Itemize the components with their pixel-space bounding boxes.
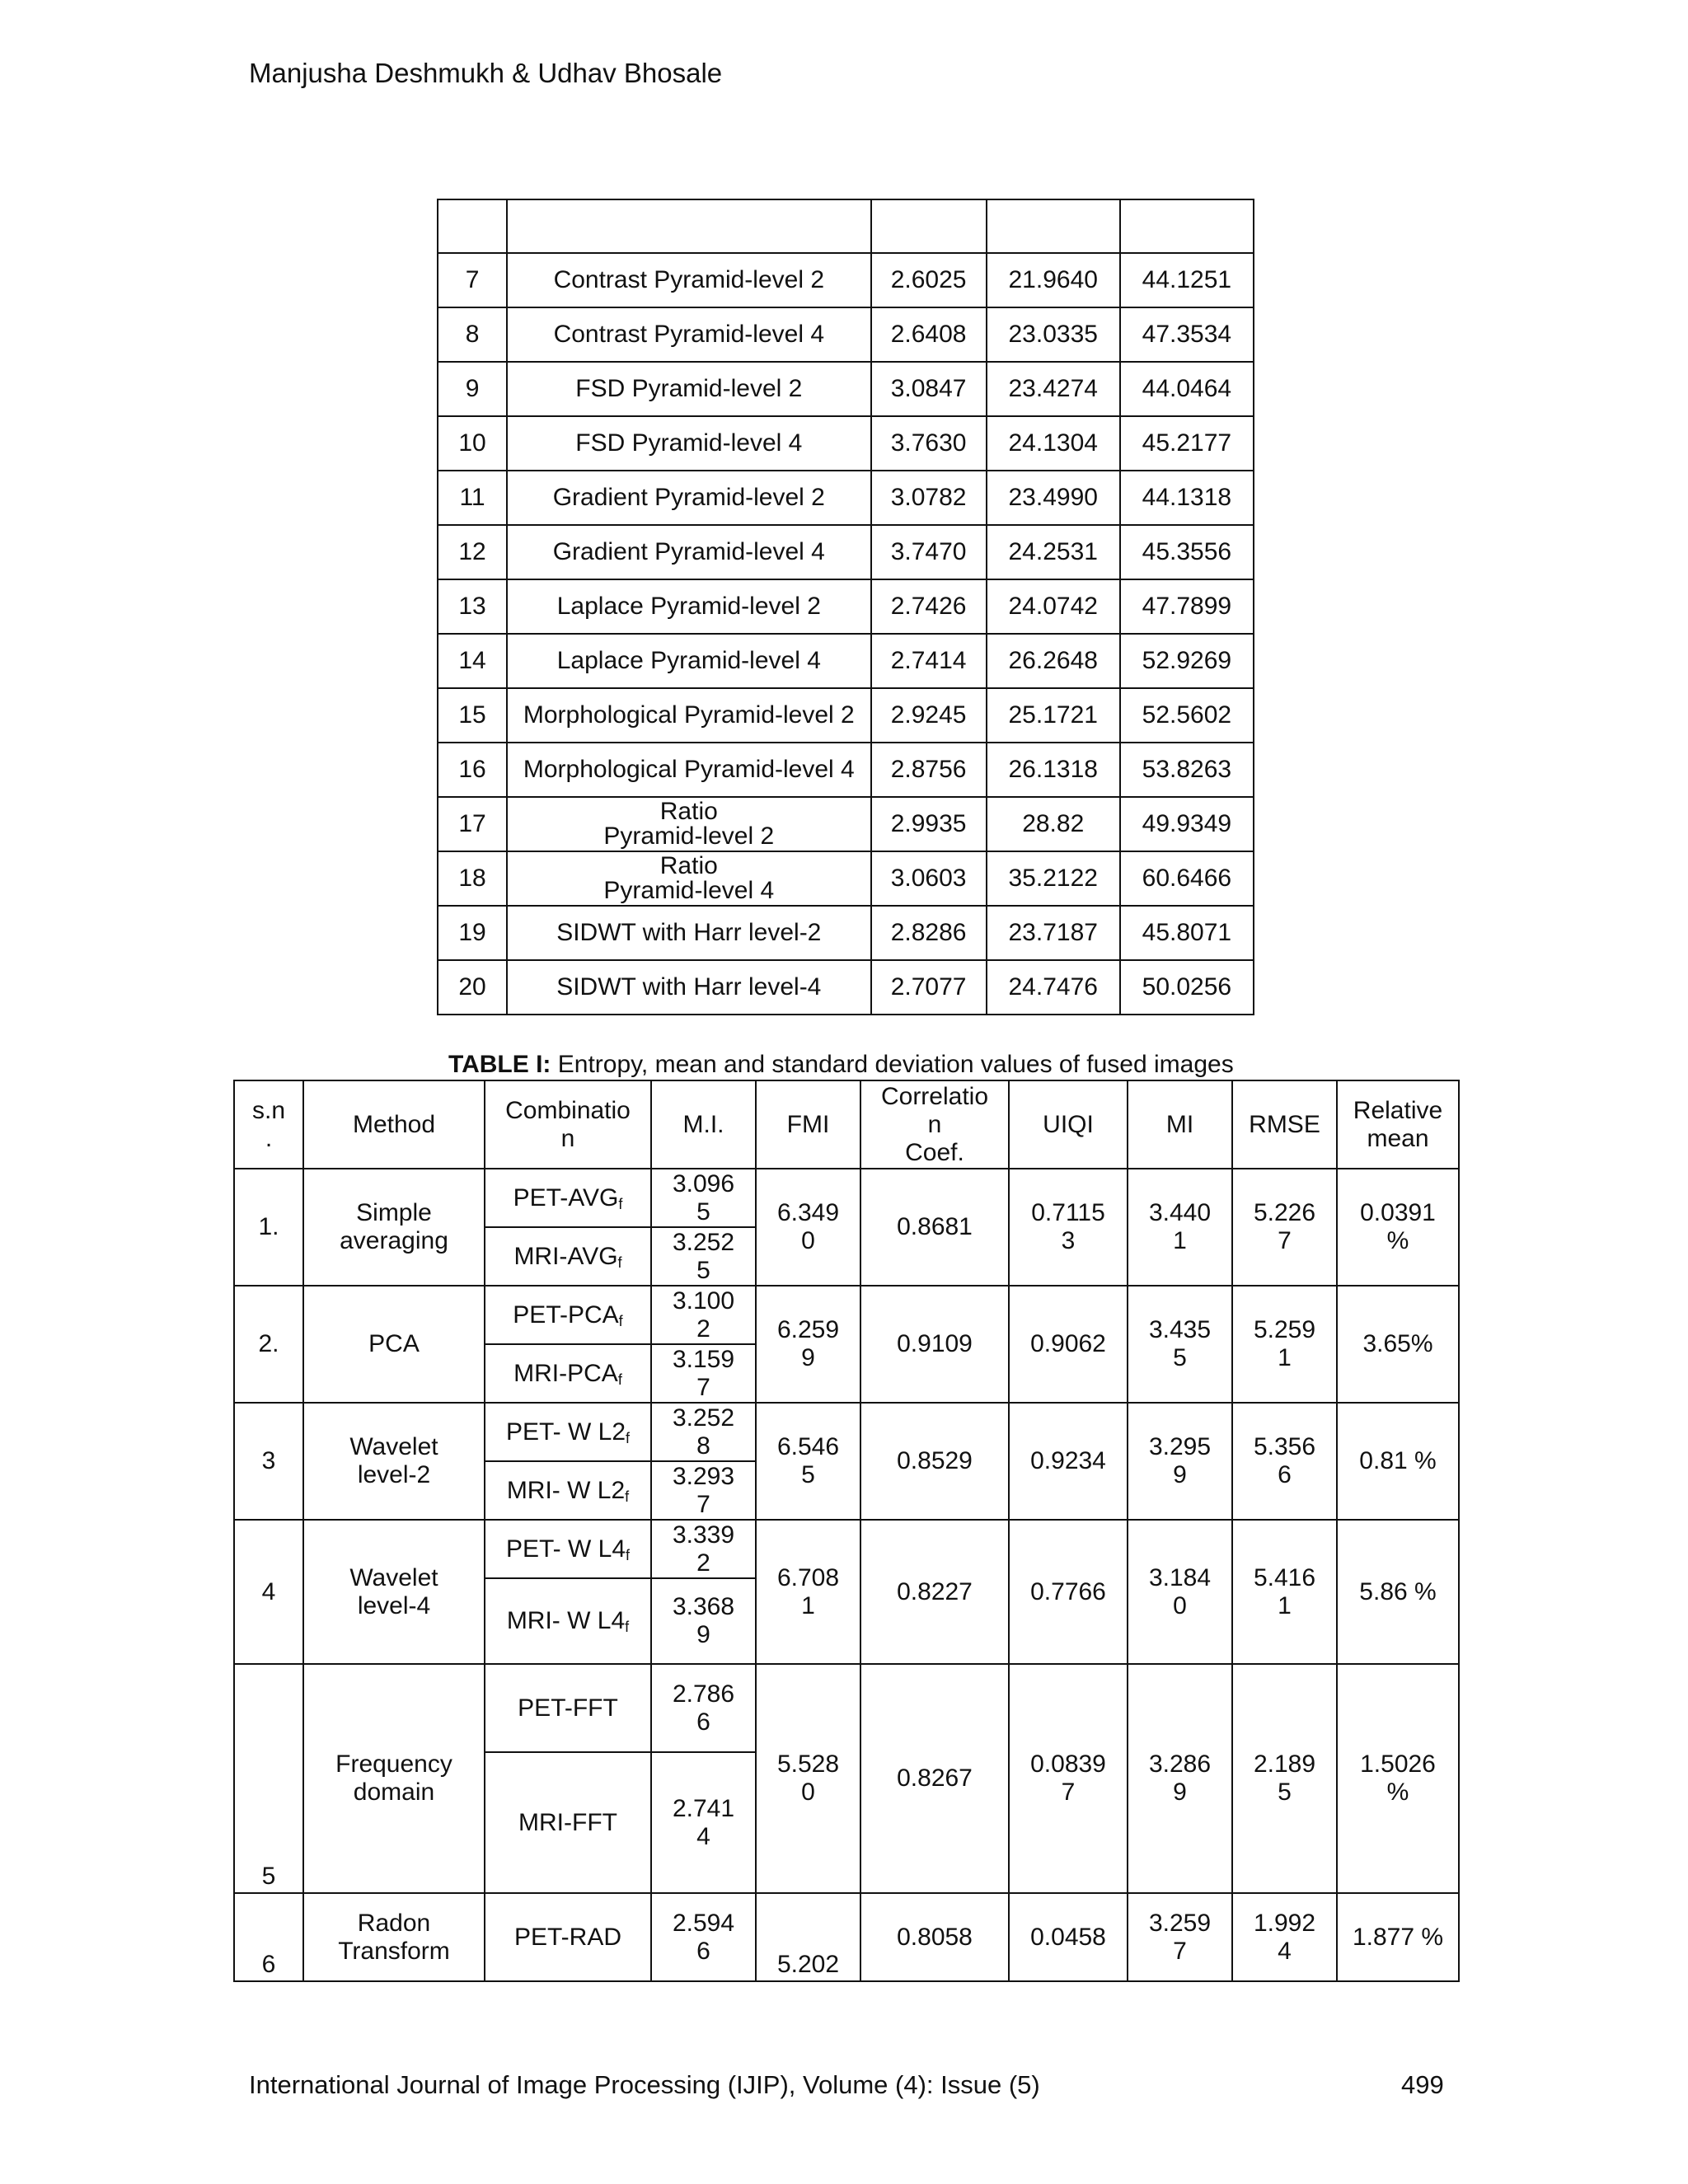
cell-number: 14 <box>438 634 507 688</box>
cell-number: 18 <box>438 851 507 906</box>
cell-method: FSD Pyramid-level 2 <box>507 362 870 416</box>
cell-fmi: 5.202 <box>756 1893 860 1981</box>
cell-entropy: 2.9935 <box>871 797 987 851</box>
cell-mean: 21.9640 <box>987 253 1120 307</box>
table-row <box>234 1403 1459 1461</box>
cell-correlation: 0.8681 <box>860 1169 1009 1286</box>
table-row <box>234 1520 1459 1578</box>
cell-combination: PET- W $L4_f$ <box>485 1520 651 1578</box>
cell-combination: MRI-$PCA_f$ <box>485 1344 651 1403</box>
cell-number: 8 <box>438 307 507 362</box>
cell-entropy: 2.8286 <box>871 906 987 960</box>
table-row <box>438 253 1254 307</box>
cell-method: Frequency domain <box>303 1664 485 1893</box>
caption-label: TABLE I: <box>448 1051 551 1078</box>
cell-rmse: 2.189 5 <box>1232 1664 1337 1893</box>
cell-std: 45.2177 <box>1120 416 1254 471</box>
cell-combination: PET-$PCA_f$ <box>485 1286 651 1344</box>
cell-std: 52.9269 <box>1120 634 1254 688</box>
cell-uiqi: 0.7115 3 <box>1009 1169 1128 1286</box>
cell-relative-mean: 5.86 % <box>1337 1520 1459 1664</box>
table-header-row <box>234 1080 1459 1169</box>
cell-entropy: 2.6025 <box>871 253 987 307</box>
cell-mi-dot: 3.293 7 <box>651 1461 756 1520</box>
cell-combination: PET-RAD <box>485 1893 651 1981</box>
table-row <box>234 1893 1459 1981</box>
cell-fmi: 6.349 0 <box>756 1169 860 1286</box>
cell-combination: MRI-$AVG_f$ <box>485 1227 651 1286</box>
cell-sn: 1. <box>234 1169 303 1286</box>
cell-method: PCA <box>303 1286 485 1403</box>
cell-mi: 3.259 7 <box>1128 1893 1232 1981</box>
cell-number: 17 <box>438 797 507 851</box>
cell-mi-dot: 3.100 2 <box>651 1286 756 1344</box>
cell-mean: 28.82 <box>987 797 1120 851</box>
cell-relative-mean: 0.81 % <box>1337 1403 1459 1520</box>
cell-number: 7 <box>438 253 507 307</box>
cell-mean: 25.1721 <box>987 688 1120 743</box>
cell-method: Laplace Pyramid-level 2 <box>507 579 870 634</box>
table-row <box>438 851 1254 906</box>
cell-method: SIDWT with Harr level-2 <box>507 906 870 960</box>
cell-std: 45.3556 <box>1120 525 1254 579</box>
header-method: Method <box>303 1080 485 1169</box>
cell-mi-dot: 3.252 5 <box>651 1227 756 1286</box>
cell-sn: 2. <box>234 1286 303 1403</box>
cell-combination: PET-$AVG_f$ <box>485 1169 651 1227</box>
cell-number: 13 <box>438 579 507 634</box>
cell-std: 52.5602 <box>1120 688 1254 743</box>
cell-entropy: 2.7414 <box>871 634 987 688</box>
cell-method: Simple averaging <box>303 1169 485 1286</box>
cell-rmse: 1.992 4 <box>1232 1893 1337 1981</box>
table-row <box>234 1169 1459 1227</box>
table-cell <box>987 199 1120 253</box>
cell-method: FSD Pyramid-level 4 <box>507 416 870 471</box>
cell-mean: 23.7187 <box>987 906 1120 960</box>
cell-mi-dot: 2.786 6 <box>651 1664 756 1752</box>
cell-method: SIDWT with Harr level-4 <box>507 960 870 1015</box>
cell-uiqi: 0.7766 <box>1009 1520 1128 1664</box>
cell-mi-dot: 3.252 8 <box>651 1403 756 1461</box>
table-cell <box>507 199 870 253</box>
cell-rmse: 5.259 1 <box>1232 1286 1337 1403</box>
table-row <box>438 416 1254 471</box>
cell-mean: 24.2531 <box>987 525 1120 579</box>
cell-method: Ratio Pyramid-level 2 <box>507 797 870 851</box>
cell-sn: 3 <box>234 1403 303 1520</box>
table-row <box>438 471 1254 525</box>
cell-entropy: 2.7426 <box>871 579 987 634</box>
cell-combination: MRI-FFT <box>485 1752 651 1893</box>
cell-mean: 26.1318 <box>987 743 1120 797</box>
table-row <box>234 1286 1459 1344</box>
fusion-entropy-table <box>437 199 1254 1015</box>
cell-entropy: 2.7077 <box>871 960 987 1015</box>
cell-method: Wavelet level-2 <box>303 1403 485 1520</box>
cell-mean: 24.1304 <box>987 416 1120 471</box>
header-uiqi: UIQI <box>1009 1080 1128 1169</box>
cell-combination: MRI- W $L2_f$ <box>485 1461 651 1520</box>
cell-mean: 23.4274 <box>987 362 1120 416</box>
cell-method: Morphological Pyramid-level 2 <box>507 688 870 743</box>
table-row <box>438 688 1254 743</box>
cell-entropy: 3.0847 <box>871 362 987 416</box>
cell-combination: PET- W $L2_f$ <box>485 1403 651 1461</box>
cell-method: Morphological Pyramid-level 4 <box>507 743 870 797</box>
cell-std: 47.7899 <box>1120 579 1254 634</box>
cell-uiqi: 0.9062 <box>1009 1286 1128 1403</box>
cell-mi-dot: 3.339 2 <box>651 1520 756 1578</box>
cell-fmi: 6.546 5 <box>756 1403 860 1520</box>
cell-method: Gradient Pyramid-level 4 <box>507 525 870 579</box>
cell-sn: 4 <box>234 1520 303 1664</box>
page-number: 499 <box>1401 2070 1444 2099</box>
cell-relative-mean: 0.0391 % <box>1337 1169 1459 1286</box>
cell-mi-dot: 3.096 5 <box>651 1169 756 1227</box>
cell-correlation: 0.9109 <box>860 1286 1009 1403</box>
cell-mean: 35.2122 <box>987 851 1120 906</box>
cell-number: 15 <box>438 688 507 743</box>
table-row <box>438 743 1254 797</box>
cell-rmse: 5.416 1 <box>1232 1520 1337 1664</box>
cell-mi-dot: 3.159 7 <box>651 1344 756 1403</box>
cell-entropy: 3.7470 <box>871 525 987 579</box>
cell-fmi: 6.259 9 <box>756 1286 860 1403</box>
cell-entropy: 3.0603 <box>871 851 987 906</box>
cell-correlation: 0.8267 <box>860 1664 1009 1893</box>
cell-entropy: 2.9245 <box>871 688 987 743</box>
cell-std: 50.0256 <box>1120 960 1254 1015</box>
cell-number: 10 <box>438 416 507 471</box>
table-caption <box>448 1051 1234 1079</box>
cell-relative-mean: 3.65% <box>1337 1286 1459 1403</box>
cell-fmi: 6.708 1 <box>756 1520 860 1664</box>
header-rmse: RMSE <box>1232 1080 1337 1169</box>
cell-std: 45.8071 <box>1120 906 1254 960</box>
cell-mi: 3.184 0 <box>1128 1520 1232 1664</box>
cell-correlation: 0.8227 <box>860 1520 1009 1664</box>
cell-combination: MRI- W $L4_f$ <box>485 1578 651 1664</box>
cell-std: 44.0464 <box>1120 362 1254 416</box>
cell-std: 53.8263 <box>1120 743 1254 797</box>
table-header-row <box>438 199 1254 253</box>
table-row <box>438 960 1254 1015</box>
table-cell <box>438 199 507 253</box>
cell-rmse: 5.356 6 <box>1232 1403 1337 1520</box>
cell-mean: 24.7476 <box>987 960 1120 1015</box>
table-cell <box>1120 199 1254 253</box>
cell-method: Radon Transform <box>303 1893 485 1981</box>
header-correlation: Correlatio n Coef. <box>860 1080 1009 1169</box>
cell-mi-dot: 3.368 9 <box>651 1578 756 1664</box>
caption-text: Entropy, mean and standard deviation values of fused images <box>551 1051 1234 1078</box>
table-row <box>438 906 1254 960</box>
table-row <box>438 362 1254 416</box>
cell-correlation: 0.8529 <box>860 1403 1009 1520</box>
cell-number: 16 <box>438 743 507 797</box>
cell-std: 60.6466 <box>1120 851 1254 906</box>
cell-std: 44.1318 <box>1120 471 1254 525</box>
cell-mean: 23.4990 <box>987 471 1120 525</box>
table-cell <box>871 199 987 253</box>
cell-entropy: 2.6408 <box>871 307 987 362</box>
cell-entropy: 2.8756 <box>871 743 987 797</box>
cell-uiqi: 0.9234 <box>1009 1403 1128 1520</box>
cell-sn: 6 <box>234 1893 303 1981</box>
cell-combination: PET-FFT <box>485 1664 651 1752</box>
header-relative-mean: Relative mean <box>1337 1080 1459 1169</box>
cell-method: Contrast Pyramid-level 2 <box>507 253 870 307</box>
cell-entropy: 3.7630 <box>871 416 987 471</box>
cell-method: Contrast Pyramid-level 4 <box>507 307 870 362</box>
table-row <box>438 579 1254 634</box>
cell-mean: 26.2648 <box>987 634 1120 688</box>
cell-method: Laplace Pyramid-level 4 <box>507 634 870 688</box>
header-sn: s.n . <box>234 1080 303 1169</box>
cell-number: 9 <box>438 362 507 416</box>
cell-fmi: 5.528 0 <box>756 1664 860 1893</box>
cell-mi: 3.435 5 <box>1128 1286 1232 1403</box>
cell-relative-mean: 1.5026 % <box>1337 1664 1459 1893</box>
cell-mi: 3.440 1 <box>1128 1169 1232 1286</box>
cell-std: 47.3534 <box>1120 307 1254 362</box>
cell-std: 49.9349 <box>1120 797 1254 851</box>
table-row <box>438 307 1254 362</box>
header-combination: Combinatio n <box>485 1080 651 1169</box>
cell-mi: 3.295 9 <box>1128 1403 1232 1520</box>
running-header: Manjusha Deshmukh & Udhav Bhosale <box>249 58 723 88</box>
cell-method: Ratio Pyramid-level 4 <box>507 851 870 906</box>
cell-correlation: 0.8058 <box>860 1893 1009 1981</box>
cell-mi: 3.286 9 <box>1128 1664 1232 1893</box>
cell-number: 12 <box>438 525 507 579</box>
table-row <box>438 797 1254 851</box>
header-mi-dot: M.I. <box>651 1080 756 1169</box>
cell-uiqi: 0.0839 7 <box>1009 1664 1128 1893</box>
cell-std: 44.1251 <box>1120 253 1254 307</box>
cell-mi-dot: 2.741 4 <box>651 1752 756 1893</box>
cell-sn: 5 <box>234 1664 303 1893</box>
cell-mean: 23.0335 <box>987 307 1120 362</box>
cell-relative-mean: 1.877 % <box>1337 1893 1459 1981</box>
header-mi: MI <box>1128 1080 1232 1169</box>
cell-number: 19 <box>438 906 507 960</box>
cell-uiqi: 0.0458 <box>1009 1893 1128 1981</box>
table-row <box>234 1664 1459 1752</box>
cell-number: 20 <box>438 960 507 1015</box>
header-fmi: FMI <box>756 1080 860 1169</box>
cell-entropy: 3.0782 <box>871 471 987 525</box>
cell-method: Wavelet level-4 <box>303 1520 485 1664</box>
cell-method: Gradient Pyramid-level 2 <box>507 471 870 525</box>
cell-number: 11 <box>438 471 507 525</box>
cell-rmse: 5.226 7 <box>1232 1169 1337 1286</box>
table-row <box>438 634 1254 688</box>
journal-footer: International Journal of Image Processing (IJIP), Volume (4): Issue (5) <box>249 2070 1040 2099</box>
table-row <box>438 525 1254 579</box>
fusion-metrics-table <box>233 1080 1460 1982</box>
cell-mean: 24.0742 <box>987 579 1120 634</box>
cell-mi-dot: 2.594 6 <box>651 1893 756 1981</box>
